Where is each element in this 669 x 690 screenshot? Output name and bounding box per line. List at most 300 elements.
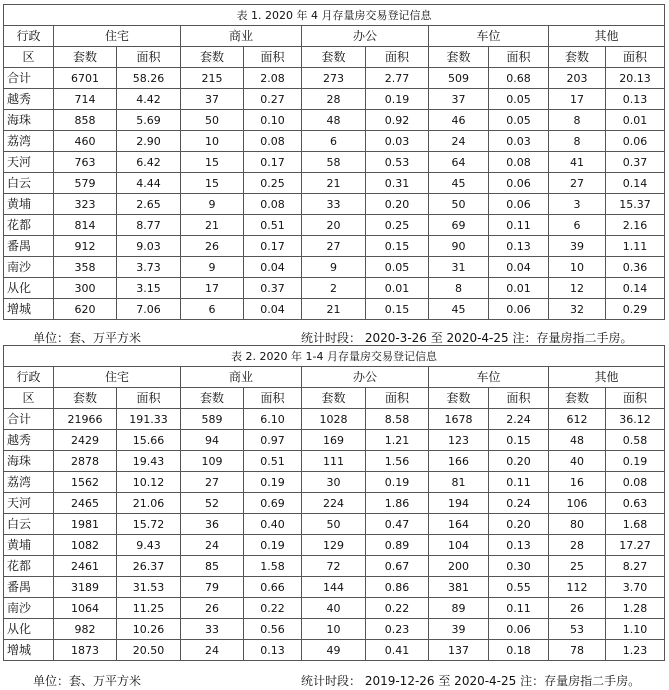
area-header: 面积 bbox=[606, 47, 665, 68]
data-cell: 0.14 bbox=[606, 173, 665, 194]
data-cell: 323 bbox=[54, 194, 117, 215]
data-cell: 2.77 bbox=[366, 68, 429, 89]
table2-footnote bbox=[3, 670, 664, 688]
data-cell: 169 bbox=[302, 430, 366, 451]
data-cell: 2 bbox=[302, 278, 366, 299]
district-name: 荔湾 bbox=[4, 131, 54, 152]
district-name: 黄埔 bbox=[4, 535, 54, 556]
data-cell: 78 bbox=[549, 640, 606, 661]
data-cell: 9.03 bbox=[117, 236, 181, 257]
data-cell: 1.58 bbox=[244, 556, 302, 577]
data-cell: 36.12 bbox=[606, 409, 665, 430]
data-cell: 80 bbox=[549, 514, 606, 535]
data-cell: 858 bbox=[54, 110, 117, 131]
data-cell: 763 bbox=[54, 152, 117, 173]
data-cell: 21966 bbox=[54, 409, 117, 430]
data-cell: 3.15 bbox=[117, 278, 181, 299]
district-name: 海珠 bbox=[4, 110, 54, 131]
district-name: 从化 bbox=[4, 619, 54, 640]
data-cell: 85 bbox=[181, 556, 244, 577]
count-header: 套数 bbox=[549, 388, 606, 409]
data-cell: 1562 bbox=[54, 472, 117, 493]
data-cell: 4.44 bbox=[117, 173, 181, 194]
data-cell: 0.11 bbox=[489, 598, 549, 619]
data-cell: 194 bbox=[429, 493, 489, 514]
table-row bbox=[4, 619, 665, 640]
data-cell: 26 bbox=[181, 236, 244, 257]
data-cell: 1.23 bbox=[606, 640, 665, 661]
data-cell: 8 bbox=[549, 131, 606, 152]
data-cell: 21 bbox=[302, 173, 366, 194]
table-jan-apr-2020 bbox=[3, 345, 665, 661]
data-cell: 2.08 bbox=[244, 68, 302, 89]
data-cell: 26 bbox=[181, 598, 244, 619]
district-name: 越秀 bbox=[4, 430, 54, 451]
data-cell: 89 bbox=[429, 598, 489, 619]
data-cell: 6.42 bbox=[117, 152, 181, 173]
data-cell: 10 bbox=[549, 257, 606, 278]
data-cell: 0.51 bbox=[244, 215, 302, 236]
district-name: 越秀 bbox=[4, 89, 54, 110]
data-cell: 33 bbox=[181, 619, 244, 640]
data-cell: 31 bbox=[429, 257, 489, 278]
data-cell: 11.25 bbox=[117, 598, 181, 619]
table-body bbox=[4, 5, 665, 320]
table-row bbox=[4, 152, 665, 173]
table-caption: 表 1. 2020 年 4 月存量房交易登记信息 bbox=[4, 5, 665, 26]
data-cell: 0.20 bbox=[489, 451, 549, 472]
data-cell: 0.36 bbox=[606, 257, 665, 278]
data-cell: 10.12 bbox=[117, 472, 181, 493]
area-header: 面积 bbox=[244, 388, 302, 409]
data-cell: 0.92 bbox=[366, 110, 429, 131]
data-cell: 3189 bbox=[54, 577, 117, 598]
data-cell: 0.58 bbox=[606, 430, 665, 451]
category-header: 车位 bbox=[429, 26, 549, 47]
count-header: 套数 bbox=[181, 47, 244, 68]
district-name: 增城 bbox=[4, 299, 54, 320]
data-cell: 1.28 bbox=[606, 598, 665, 619]
data-cell: 46 bbox=[429, 110, 489, 131]
data-cell: 6 bbox=[302, 131, 366, 152]
table-row bbox=[4, 257, 665, 278]
table-row bbox=[4, 556, 665, 577]
data-cell: 109 bbox=[181, 451, 244, 472]
data-cell: 8 bbox=[429, 278, 489, 299]
district-name: 番禺 bbox=[4, 236, 54, 257]
data-cell: 1.11 bbox=[606, 236, 665, 257]
data-cell: 0.20 bbox=[489, 514, 549, 535]
data-cell: 37 bbox=[181, 89, 244, 110]
data-cell: 0.08 bbox=[244, 131, 302, 152]
data-cell: 0.55 bbox=[489, 577, 549, 598]
data-cell: 1.86 bbox=[366, 493, 429, 514]
data-cell: 0.19 bbox=[606, 451, 665, 472]
row-header-bottom: 区 bbox=[4, 47, 54, 68]
data-cell: 0.04 bbox=[244, 257, 302, 278]
category-header: 其他 bbox=[549, 26, 665, 47]
data-cell: 10 bbox=[181, 131, 244, 152]
data-cell: 0.08 bbox=[489, 152, 549, 173]
data-cell: 0.11 bbox=[489, 215, 549, 236]
subheader-row bbox=[4, 47, 665, 68]
data-cell: 0.10 bbox=[244, 110, 302, 131]
data-cell: 0.19 bbox=[366, 472, 429, 493]
area-header: 面积 bbox=[244, 47, 302, 68]
data-cell: 3.70 bbox=[606, 577, 665, 598]
data-cell: 36 bbox=[181, 514, 244, 535]
data-cell: 39 bbox=[549, 236, 606, 257]
data-cell: 714 bbox=[54, 89, 117, 110]
data-cell: 0.30 bbox=[489, 556, 549, 577]
unit-note: 单位：套、万平方米 bbox=[33, 674, 142, 688]
data-cell: 9 bbox=[302, 257, 366, 278]
data-cell: 203 bbox=[549, 68, 606, 89]
data-cell: 358 bbox=[54, 257, 117, 278]
data-cell: 224 bbox=[302, 493, 366, 514]
data-cell: 17 bbox=[549, 89, 606, 110]
data-cell: 20.13 bbox=[606, 68, 665, 89]
table-row bbox=[4, 640, 665, 661]
table-row bbox=[4, 89, 665, 110]
data-cell: 37 bbox=[429, 89, 489, 110]
data-cell: 24 bbox=[429, 131, 489, 152]
data-cell: 0.19 bbox=[244, 472, 302, 493]
header-row bbox=[4, 367, 665, 388]
data-cell: 50 bbox=[429, 194, 489, 215]
data-cell: 300 bbox=[54, 278, 117, 299]
data-cell: 81 bbox=[429, 472, 489, 493]
district-name: 南沙 bbox=[4, 598, 54, 619]
count-header: 套数 bbox=[54, 47, 117, 68]
data-cell: 0.06 bbox=[489, 619, 549, 640]
data-cell: 16 bbox=[549, 472, 606, 493]
data-cell: 0.63 bbox=[606, 493, 665, 514]
table-april-2020 bbox=[3, 4, 665, 320]
data-cell: 0.31 bbox=[366, 173, 429, 194]
data-cell: 10 bbox=[302, 619, 366, 640]
data-cell: 0.66 bbox=[244, 577, 302, 598]
data-cell: 1.10 bbox=[606, 619, 665, 640]
count-header: 套数 bbox=[302, 47, 366, 68]
data-cell: 0.01 bbox=[606, 110, 665, 131]
data-cell: 111 bbox=[302, 451, 366, 472]
data-cell: 0.27 bbox=[244, 89, 302, 110]
data-cell: 0.13 bbox=[489, 535, 549, 556]
data-cell: 26 bbox=[549, 598, 606, 619]
count-header: 套数 bbox=[54, 388, 117, 409]
table-row bbox=[4, 299, 665, 320]
data-cell: 1873 bbox=[54, 640, 117, 661]
data-cell: 1082 bbox=[54, 535, 117, 556]
data-cell: 50 bbox=[302, 514, 366, 535]
data-cell: 28 bbox=[549, 535, 606, 556]
count-header: 套数 bbox=[181, 388, 244, 409]
data-cell: 0.29 bbox=[606, 299, 665, 320]
data-cell: 460 bbox=[54, 131, 117, 152]
data-cell: 104 bbox=[429, 535, 489, 556]
data-cell: 0.37 bbox=[244, 278, 302, 299]
data-cell: 17 bbox=[181, 278, 244, 299]
table-body bbox=[4, 346, 665, 661]
data-cell: 15 bbox=[181, 152, 244, 173]
data-cell: 39 bbox=[429, 619, 489, 640]
data-cell: 21 bbox=[302, 299, 366, 320]
table-row bbox=[4, 409, 665, 430]
data-cell: 0.69 bbox=[244, 493, 302, 514]
data-cell: 144 bbox=[302, 577, 366, 598]
data-cell: 58.26 bbox=[117, 68, 181, 89]
data-cell: 1.56 bbox=[366, 451, 429, 472]
category-header: 商业 bbox=[181, 367, 302, 388]
district-name: 白云 bbox=[4, 173, 54, 194]
table-row bbox=[4, 110, 665, 131]
data-cell: 0.13 bbox=[244, 640, 302, 661]
area-header: 面积 bbox=[366, 47, 429, 68]
data-cell: 45 bbox=[429, 299, 489, 320]
data-cell: 2465 bbox=[54, 493, 117, 514]
table-row bbox=[4, 451, 665, 472]
data-cell: 164 bbox=[429, 514, 489, 535]
data-cell: 4.42 bbox=[117, 89, 181, 110]
data-cell: 273 bbox=[302, 68, 366, 89]
data-cell: 33 bbox=[302, 194, 366, 215]
area-header: 面积 bbox=[117, 388, 181, 409]
data-cell: 2.65 bbox=[117, 194, 181, 215]
data-cell: 21 bbox=[181, 215, 244, 236]
data-cell: 0.41 bbox=[366, 640, 429, 661]
data-cell: 6701 bbox=[54, 68, 117, 89]
data-cell: 24 bbox=[181, 640, 244, 661]
data-cell: 9 bbox=[181, 194, 244, 215]
data-cell: 0.04 bbox=[489, 257, 549, 278]
data-cell: 69 bbox=[429, 215, 489, 236]
data-cell: 112 bbox=[549, 577, 606, 598]
data-cell: 0.17 bbox=[244, 236, 302, 257]
data-cell: 0.22 bbox=[244, 598, 302, 619]
data-cell: 48 bbox=[302, 110, 366, 131]
data-cell: 0.13 bbox=[606, 89, 665, 110]
data-cell: 1064 bbox=[54, 598, 117, 619]
data-cell: 21.06 bbox=[117, 493, 181, 514]
data-cell: 2429 bbox=[54, 430, 117, 451]
table-row bbox=[4, 236, 665, 257]
data-cell: 620 bbox=[54, 299, 117, 320]
data-cell: 0.03 bbox=[489, 131, 549, 152]
data-cell: 0.19 bbox=[366, 89, 429, 110]
data-cell: 0.15 bbox=[489, 430, 549, 451]
data-cell: 0.24 bbox=[489, 493, 549, 514]
data-cell: 509 bbox=[429, 68, 489, 89]
data-cell: 0.89 bbox=[366, 535, 429, 556]
category-header: 办公 bbox=[302, 367, 429, 388]
data-cell: 72 bbox=[302, 556, 366, 577]
district-name: 合计 bbox=[4, 68, 54, 89]
table-row bbox=[4, 430, 665, 451]
data-cell: 49 bbox=[302, 640, 366, 661]
row-header-top: 行政 bbox=[4, 26, 54, 47]
data-cell: 12 bbox=[549, 278, 606, 299]
district-name: 番禺 bbox=[4, 577, 54, 598]
table-row bbox=[4, 598, 665, 619]
data-cell: 26.37 bbox=[117, 556, 181, 577]
data-cell: 94 bbox=[181, 430, 244, 451]
category-header: 办公 bbox=[302, 26, 429, 47]
data-cell: 0.08 bbox=[244, 194, 302, 215]
table-row bbox=[4, 173, 665, 194]
data-cell: 58 bbox=[302, 152, 366, 173]
data-cell: 2.90 bbox=[117, 131, 181, 152]
data-cell: 0.15 bbox=[366, 299, 429, 320]
table-row bbox=[4, 472, 665, 493]
caption-row bbox=[4, 5, 665, 26]
data-cell: 53 bbox=[549, 619, 606, 640]
data-cell: 24 bbox=[181, 535, 244, 556]
area-header: 面积 bbox=[489, 47, 549, 68]
table-row bbox=[4, 131, 665, 152]
table-row bbox=[4, 68, 665, 89]
data-cell: 6.10 bbox=[244, 409, 302, 430]
data-cell: 7.06 bbox=[117, 299, 181, 320]
data-cell: 0.25 bbox=[366, 215, 429, 236]
data-cell: 50 bbox=[181, 110, 244, 131]
district-name: 天河 bbox=[4, 493, 54, 514]
data-cell: 137 bbox=[429, 640, 489, 661]
district-name: 海珠 bbox=[4, 451, 54, 472]
data-cell: 0.05 bbox=[366, 257, 429, 278]
data-cell: 381 bbox=[429, 577, 489, 598]
area-header: 面积 bbox=[117, 47, 181, 68]
data-cell: 0.04 bbox=[244, 299, 302, 320]
data-cell: 106 bbox=[549, 493, 606, 514]
data-cell: 40 bbox=[549, 451, 606, 472]
table-caption: 表 2. 2020 年 1-4 月存量房交易登记信息 bbox=[4, 346, 665, 367]
data-cell: 0.14 bbox=[606, 278, 665, 299]
period-note: 统计时段： 2020-3-26 至 2020-4-25 注：存量房指二手房。 bbox=[301, 331, 633, 345]
data-cell: 48 bbox=[549, 430, 606, 451]
data-cell: 9 bbox=[181, 257, 244, 278]
count-header: 套数 bbox=[429, 47, 489, 68]
data-cell: 15 bbox=[181, 173, 244, 194]
data-cell: 0.22 bbox=[366, 598, 429, 619]
data-cell: 0.17 bbox=[244, 152, 302, 173]
table1-footnote bbox=[3, 327, 664, 345]
data-cell: 0.06 bbox=[606, 131, 665, 152]
data-cell: 0.11 bbox=[489, 472, 549, 493]
data-cell: 2878 bbox=[54, 451, 117, 472]
data-cell: 0.56 bbox=[244, 619, 302, 640]
data-cell: 129 bbox=[302, 535, 366, 556]
data-cell: 0.86 bbox=[366, 577, 429, 598]
category-header: 住宅 bbox=[54, 367, 181, 388]
data-cell: 64 bbox=[429, 152, 489, 173]
table-row bbox=[4, 514, 665, 535]
data-cell: 45 bbox=[429, 173, 489, 194]
data-cell: 27 bbox=[302, 236, 366, 257]
data-cell: 0.13 bbox=[489, 236, 549, 257]
data-cell: 10.26 bbox=[117, 619, 181, 640]
data-cell: 27 bbox=[549, 173, 606, 194]
data-cell: 612 bbox=[549, 409, 606, 430]
data-cell: 0.51 bbox=[244, 451, 302, 472]
table-row bbox=[4, 278, 665, 299]
data-cell: 5.69 bbox=[117, 110, 181, 131]
data-cell: 0.06 bbox=[489, 173, 549, 194]
data-cell: 912 bbox=[54, 236, 117, 257]
district-name: 合计 bbox=[4, 409, 54, 430]
data-cell: 215 bbox=[181, 68, 244, 89]
data-cell: 32 bbox=[549, 299, 606, 320]
data-cell: 0.15 bbox=[366, 236, 429, 257]
district-name: 增城 bbox=[4, 640, 54, 661]
data-cell: 8.58 bbox=[366, 409, 429, 430]
data-cell: 0.53 bbox=[366, 152, 429, 173]
data-cell: 3 bbox=[549, 194, 606, 215]
data-cell: 0.20 bbox=[366, 194, 429, 215]
district-name: 黄埔 bbox=[4, 194, 54, 215]
data-cell: 0.97 bbox=[244, 430, 302, 451]
row-header-bottom: 区 bbox=[4, 388, 54, 409]
data-cell: 0.18 bbox=[489, 640, 549, 661]
table-row bbox=[4, 194, 665, 215]
data-cell: 9.43 bbox=[117, 535, 181, 556]
data-cell: 8.27 bbox=[606, 556, 665, 577]
table-row bbox=[4, 493, 665, 514]
data-cell: 17.27 bbox=[606, 535, 665, 556]
area-header: 面积 bbox=[606, 388, 665, 409]
data-cell: 0.23 bbox=[366, 619, 429, 640]
row-header-top: 行政 bbox=[4, 367, 54, 388]
data-cell: 589 bbox=[181, 409, 244, 430]
data-cell: 0.47 bbox=[366, 514, 429, 535]
table-row bbox=[4, 535, 665, 556]
data-cell: 6 bbox=[549, 215, 606, 236]
data-cell: 30 bbox=[302, 472, 366, 493]
category-header: 商业 bbox=[181, 26, 302, 47]
table-row bbox=[4, 215, 665, 236]
data-cell: 15.66 bbox=[117, 430, 181, 451]
data-cell: 79 bbox=[181, 577, 244, 598]
data-cell: 52 bbox=[181, 493, 244, 514]
data-cell: 0.03 bbox=[366, 131, 429, 152]
area-header: 面积 bbox=[366, 388, 429, 409]
data-cell: 15.72 bbox=[117, 514, 181, 535]
data-cell: 28 bbox=[302, 89, 366, 110]
count-header: 套数 bbox=[429, 388, 489, 409]
data-cell: 1028 bbox=[302, 409, 366, 430]
data-cell: 2.16 bbox=[606, 215, 665, 236]
data-cell: 31.53 bbox=[117, 577, 181, 598]
data-cell: 2.24 bbox=[489, 409, 549, 430]
data-cell: 8 bbox=[549, 110, 606, 131]
data-cell: 0.08 bbox=[606, 472, 665, 493]
subheader-row bbox=[4, 388, 665, 409]
header-row bbox=[4, 26, 665, 47]
table-row bbox=[4, 577, 665, 598]
data-cell: 0.40 bbox=[244, 514, 302, 535]
data-cell: 0.06 bbox=[489, 194, 549, 215]
data-cell: 40 bbox=[302, 598, 366, 619]
district-name: 从化 bbox=[4, 278, 54, 299]
data-cell: 8.77 bbox=[117, 215, 181, 236]
data-cell: 1.21 bbox=[366, 430, 429, 451]
period-note: 统计时段： 2019-12-26 至 2020-4-25 注：存量房指二手房。 bbox=[301, 674, 641, 688]
data-cell: 0.06 bbox=[489, 299, 549, 320]
data-cell: 1.68 bbox=[606, 514, 665, 535]
data-cell: 166 bbox=[429, 451, 489, 472]
count-header: 套数 bbox=[549, 47, 606, 68]
data-cell: 27 bbox=[181, 472, 244, 493]
